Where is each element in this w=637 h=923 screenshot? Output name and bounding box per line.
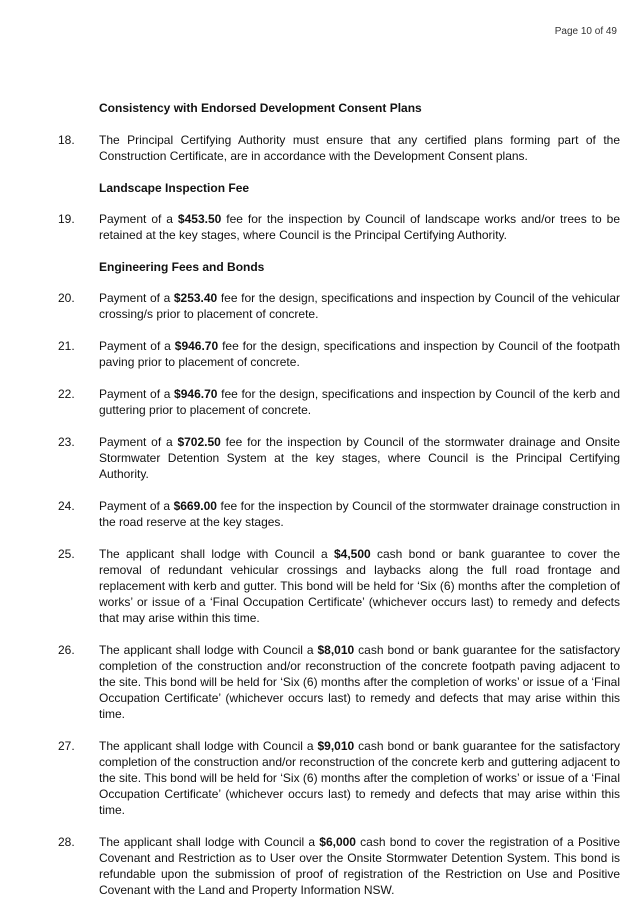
condition-item <box>58 211 620 243</box>
condition-text-end: fee for the inspection by Council of the stormwater drainage and Onsite Stormwater Detention System at the key stages, where Council is the Principal Certifying Authority. <box>99 435 621 481</box>
condition-text-end: fee for the design, specifications and inspection by Council of the footpath paving prior to placement of concrete. <box>99 339 621 369</box>
condition-text-start: Payment of a <box>99 387 175 401</box>
condition-item <box>58 498 620 530</box>
condition-text-end: fee for the inspection by Council of the stormwater drainage construction in the road reserve at the key stages. <box>99 499 620 529</box>
condition-item <box>58 642 620 722</box>
bond-amount: $8,010 <box>317 643 355 657</box>
condition-item <box>58 434 620 482</box>
condition-text-end: fee for the design, specifications and inspection by Council of the kerb and guttering prior to placement of concrete. <box>99 387 620 417</box>
condition-text-end: cash bond or bank guarantee for the satisfactory completion of the construction and/or reconstruction of the concrete kerb and guttering adjacent to the site. This bond will be held for ‘Six (6) months after the completion of works’ or issue of a ‘Final Occupation Certificate’ (whichever occurs last) to remedy and defects that may arise within this time. <box>99 739 621 817</box>
condition-text: The Principal Certifying Authority must ensure that any certified plans forming part of the Construction Certificate, are in accordance with the Development Consent plans. <box>99 133 620 163</box>
bond-amount: $4,500 <box>333 547 371 561</box>
bond-amount: $6,000 <box>319 835 356 849</box>
condition-item <box>58 386 620 418</box>
condition-number: 18. <box>58 133 75 147</box>
condition-number: 23. <box>58 435 75 449</box>
fee-amount: $702.50 <box>177 435 221 449</box>
fee-amount: $453.50 <box>177 212 222 226</box>
page-number: Page 10 of 49 <box>554 26 617 37</box>
condition-text-end: cash bond or bank guarantee to cover the removal of redundant vehicular crossings and laybacks along the full road frontage and replacement with kerb and gutter. This bond will be held for ‘Six (6) months after the completion of works’ or issue of a ‘Final Occupation Certificate’ (whichever occurs last) to remedy and defects that may arise within this time. <box>99 547 620 625</box>
condition-text-start: The applicant shall lodge with Council a <box>99 643 318 657</box>
condition-number: 21. <box>58 339 75 353</box>
condition-item <box>58 290 620 322</box>
condition-text-end: fee for the inspection by Council of landscape works and/or trees to be retained at the key stages, where Council is the Principal Certifying Authority. <box>99 212 620 242</box>
condition-number: 27. <box>58 739 75 753</box>
bond-amount: $9,010 <box>317 739 355 753</box>
condition-item <box>58 738 620 818</box>
condition-number: 22. <box>58 387 75 401</box>
condition-number: 19. <box>58 212 75 226</box>
section-heading: Engineering Fees and Bonds <box>99 260 265 274</box>
section-heading: Consistency with Endorsed Development Consent Plans <box>99 101 422 115</box>
condition-text-start: The applicant shall lodge with Council a <box>99 835 320 849</box>
condition-number: 25. <box>58 547 75 561</box>
condition-text-start: Payment of a <box>99 212 178 226</box>
condition-number: 26. <box>58 643 75 657</box>
condition-text-end: cash bond to cover the registration of a Positive Covenant and Restriction as to User over the Onsite Stormwater Detention System. This bond is refundable upon the submission of proof of registration of the Restriction on Use and Positive Covenant with the Land and Property Information NSW. <box>99 835 620 897</box>
fee-amount: $946.70 <box>174 387 218 401</box>
condition-number: 20. <box>58 291 75 305</box>
condition-item <box>58 338 620 370</box>
condition-text-end: cash bond or bank guarantee for the satisfactory completion of the construction and/or reconstruction of the concrete footpath paving adjacent to the site. This bond will be held for ‘Six (6) months after the completion of works’ or issue of a ‘Final Occupation Certificate’ (whichever occurs last) to remedy and defects that may arise within this time. <box>99 643 621 721</box>
fee-amount: $253.40 <box>173 291 218 305</box>
fee-amount: $946.70 <box>174 339 219 353</box>
section-heading: Landscape Inspection Fee <box>99 181 250 195</box>
condition-item <box>58 834 620 898</box>
condition-text-start: Payment of a <box>99 435 178 449</box>
condition-item <box>58 546 620 626</box>
document-body <box>58 100 620 898</box>
condition-text-start: The applicant shall lodge with Council a <box>99 739 318 753</box>
condition-text-end: fee for the design, specifications and inspection by Council of the vehicular crossing/s prior to placement of concrete. <box>99 291 620 321</box>
condition-text-start: Payment of a <box>99 339 175 353</box>
condition-text-start: Payment of a <box>99 291 174 305</box>
condition-text-start: Payment of a <box>99 499 174 513</box>
condition-number: 24. <box>58 499 75 513</box>
condition-text-start: The applicant shall lodge with Council a <box>99 547 334 561</box>
fee-amount: $669.00 <box>173 499 217 513</box>
condition-item <box>58 132 620 164</box>
condition-number: 28. <box>58 835 75 849</box>
